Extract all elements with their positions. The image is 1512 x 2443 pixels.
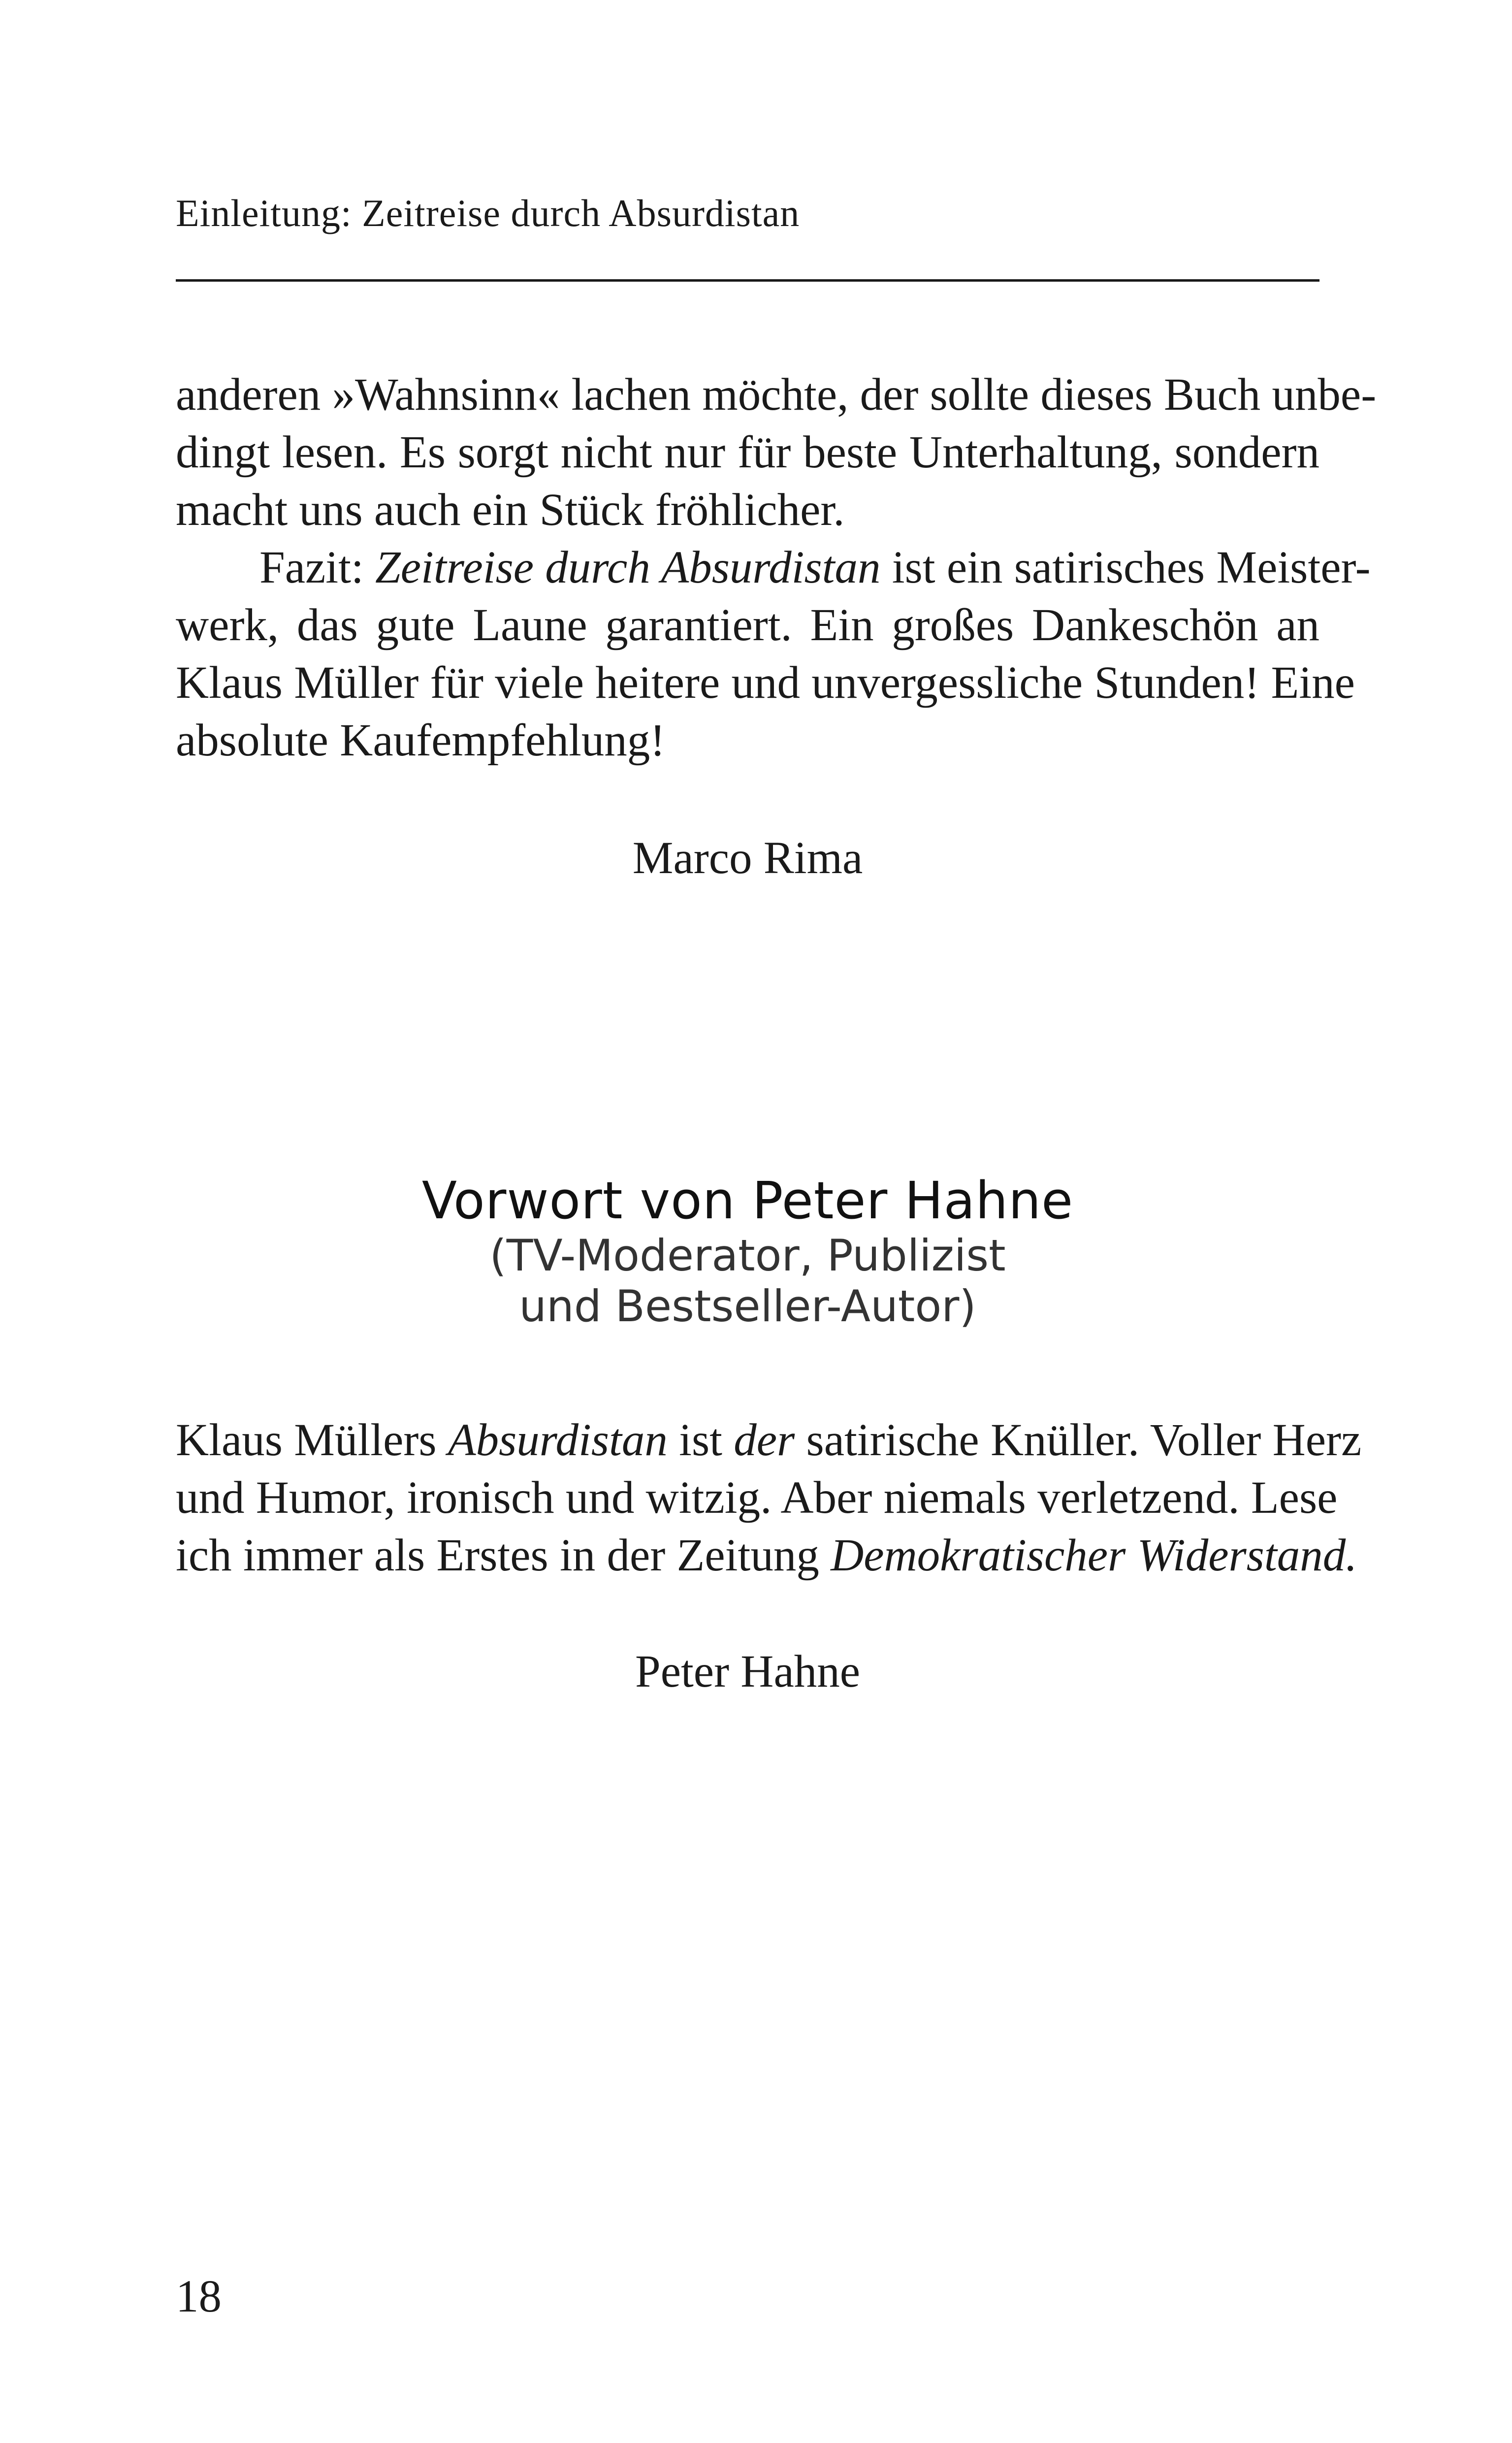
- running-head: Einleitung: Zeitreise durch Absurdistan: [176, 192, 800, 234]
- foreword-text: [176, 1411, 1362, 1584]
- text-line: und Humor, ironisch und witzig. Aber niemals verletzend. Lese: [176, 1472, 1338, 1523]
- fazit-label: Fazit:: [259, 542, 376, 593]
- text-line: [176, 1411, 1362, 1469]
- text-line: [176, 539, 1371, 596]
- newspaper-title: Demokratischer Widerstand.: [831, 1530, 1357, 1581]
- text-line: [176, 1527, 1357, 1584]
- review-signature: Marco Rima: [632, 833, 863, 883]
- foreword-signature: Peter Hahne: [635, 1646, 861, 1697]
- section-subtitle: und Bestseller-Autor): [519, 1281, 976, 1332]
- text-run: Klaus Müllers: [176, 1415, 448, 1466]
- text-line: Klaus Müller für viele heitere und unvergessliche Stunden! Eine: [176, 657, 1355, 708]
- review-text: [176, 366, 1377, 769]
- section-title: Vorwort von Peter Hahne: [421, 1171, 1074, 1231]
- section-heading: [176, 1171, 1319, 1332]
- text-line: dingt lesen. Es sorgt nicht nur für beste Unterhaltung, sondern: [176, 427, 1319, 478]
- text-line: anderen »Wahnsinn« lachen möchte, der sollte dieses Buch unbe-: [176, 369, 1377, 420]
- book-title: Zeitreise durch Absurdistan: [375, 542, 881, 593]
- text-run: satirische Knüller. Voller Herz: [795, 1415, 1362, 1466]
- text-run: ich immer als Erstes in der Zeitung: [176, 1530, 831, 1581]
- book-title: Absurdistan: [448, 1415, 668, 1466]
- emphasis: der: [734, 1415, 795, 1466]
- text-line: werk, das gute Laune garantiert. Ein großes Dankeschön an: [176, 600, 1319, 651]
- text-line: macht uns auch ein Stück fröhlicher.: [176, 485, 845, 535]
- section-subtitle: (TV-Moderator, Publizist: [489, 1230, 1006, 1281]
- text-line: absolute Kaufempfehlung!: [176, 715, 666, 766]
- header-rule: [176, 279, 1319, 282]
- page-number: 18: [176, 2271, 222, 2322]
- fazit-text: ist ein satirisches Meister-: [880, 542, 1371, 593]
- text-run: ist: [667, 1415, 734, 1466]
